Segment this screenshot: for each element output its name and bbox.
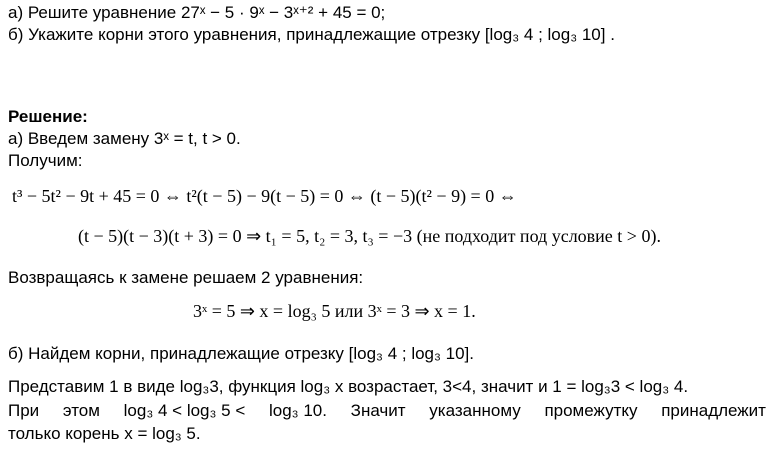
ordering-word-1: При — [8, 401, 40, 420]
equation-solutions: 3ˣ = 5 ⇒ x = log₃ 5 или 3ˣ = 3 ⇒ x = 1. — [193, 301, 476, 321]
ordering-word-7: промежутку — [544, 401, 638, 420]
substitution-line: а) Введем замену 3ˣ = t, t > 0. — [8, 129, 241, 148]
ordering-word-8: принадлежит — [661, 401, 766, 420]
answer-line: только корень x = log₃ 5. — [8, 424, 201, 443]
ordering-end: log₃ 10. — [268, 401, 327, 420]
ordering-word-6: указанному — [429, 401, 521, 420]
equation-roots: (t − 5)(t − 3)(t + 3) = 0 ⇒ t₁ = 5, t₂ = 3, t₃ = −3 (не подходит под условие t > 0). — [78, 226, 661, 246]
return-substitution-line: Возвращаясь к замене решаем 2 уравнения: — [8, 268, 364, 287]
ordering-word-5: Значит — [350, 401, 406, 420]
task-part-b: б) Укажите корни этого уравнения, принадлежащие отрезку [log₃ 4 ; log₃ 10] . — [8, 25, 615, 44]
solution-heading: Решение: — [8, 107, 88, 126]
ordering-word-2: этом — [62, 401, 100, 420]
equation-factoring: t³ − 5t² − 9t + 45 = 0 ⇔ t²(t − 5) − 9(t − 5) = 0 ⇔ (t − 5)(t² − 9) = 0 ⇔ — [12, 186, 517, 206]
task-part-a: а) Решите уравнение 27ˣ − 5 · 9ˣ − 3ˣ⁺² + 45 = 0; — [8, 3, 386, 22]
part-b-heading: б) Найдем корни, принадлежащие отрезку [log₃ 4 ; log₃ 10]. — [8, 344, 475, 363]
obtain-line: Получим: — [8, 151, 83, 170]
ordering-line — [8, 400, 766, 422]
comparison-line: Представим 1 в виде log₃3, функция log₃ x возрастает, 3<4, значит и 1 = log₃3 < log₃ 4. — [8, 377, 689, 396]
ordering-inequality: log₃ 4 < log₃ 5 < — [123, 401, 246, 420]
